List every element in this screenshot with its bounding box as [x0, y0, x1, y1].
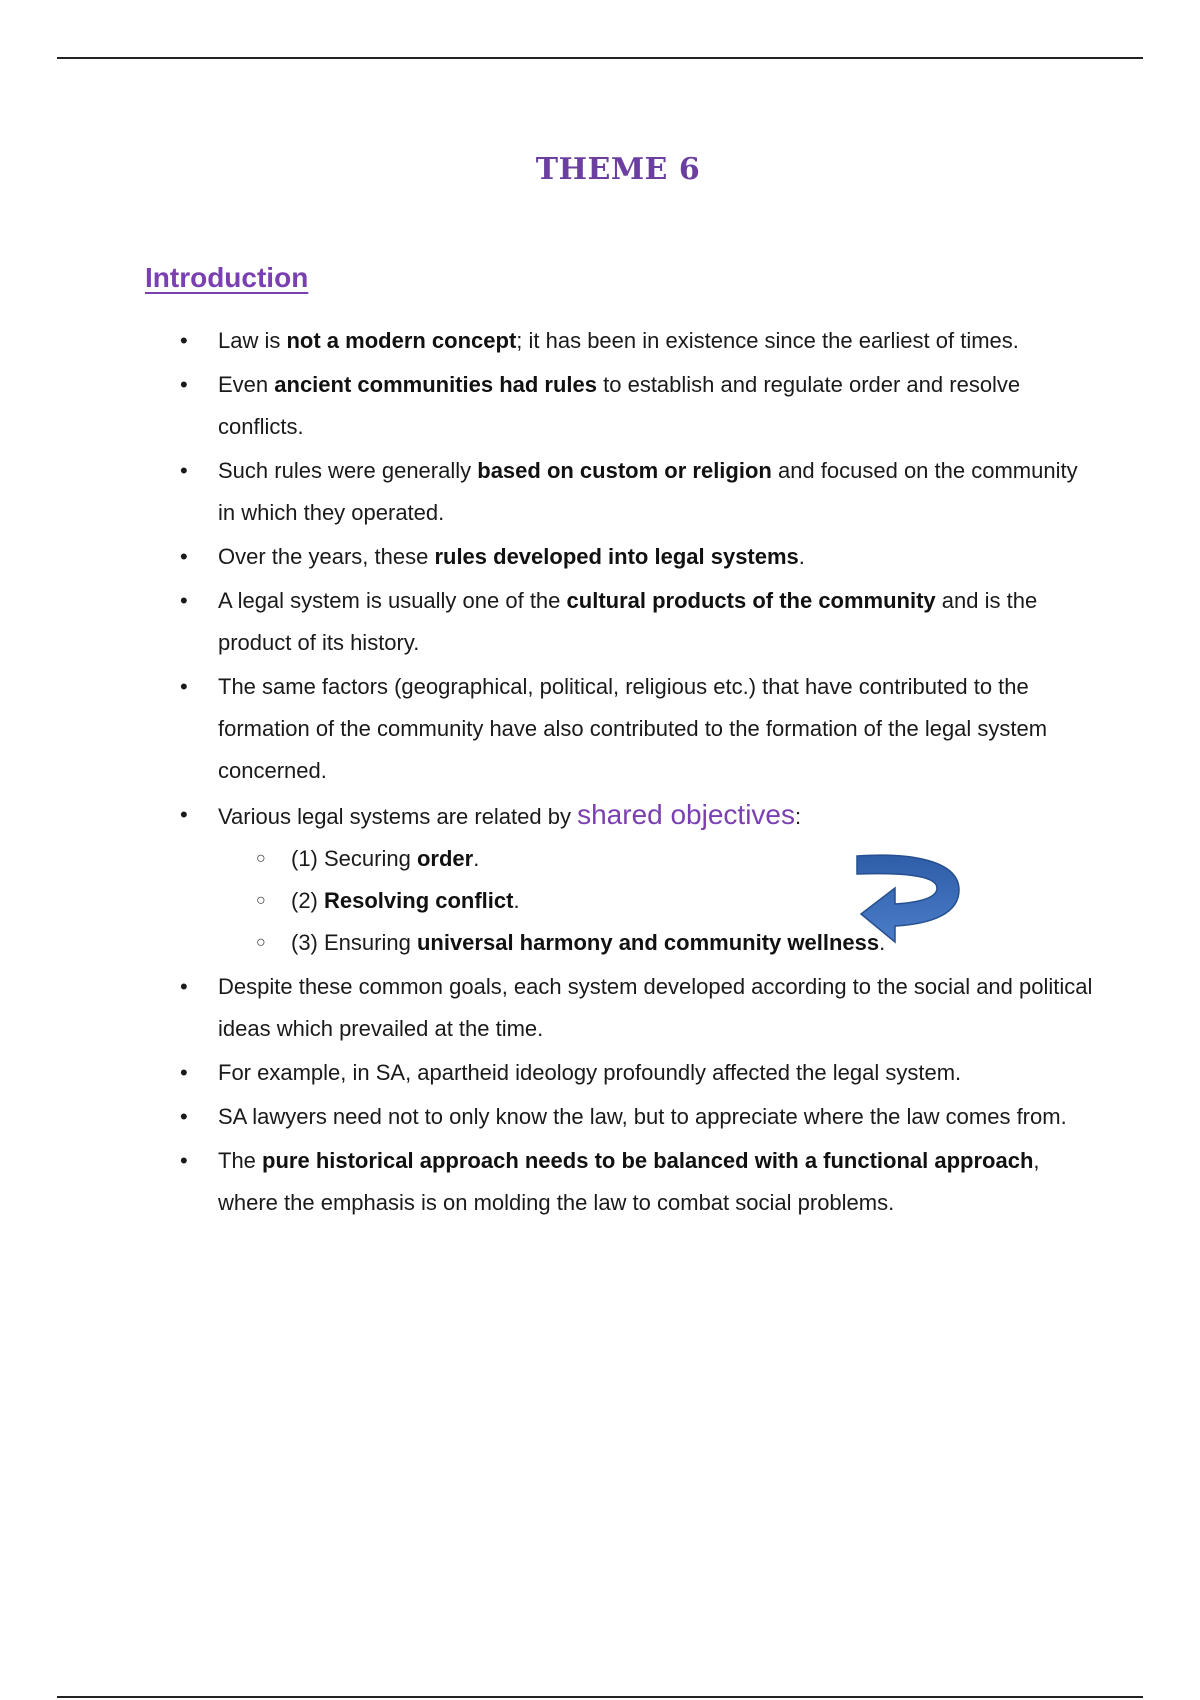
- bullet-list: [175, 320, 1095, 1224]
- list-item: • SA lawyers need not to only know the law, but to appreciate where the law comes from.: [175, 1096, 1095, 1138]
- list-item: • Law is not a modern concept; it has been in existence since the earliest of times.: [175, 320, 1095, 362]
- list-item: • The pure historical approach needs to be balanced with a functional approach, where the emphasis is on molding the law to combat social problems.: [175, 1140, 1095, 1224]
- section-heading: Introduction: [145, 262, 309, 293]
- sub-list-item: ○ (2) Resolving conflict.: [218, 880, 1095, 922]
- list-item: • A legal system is usually one of the cultural products of the community and is the product of its history.: [175, 580, 1095, 664]
- list-item: • The same factors (geographical, political, religious etc.) that have contributed to the formation of the community have also contributed to the formation of the legal system concerned.: [175, 666, 1095, 792]
- bottom-rule: [57, 1696, 1143, 1698]
- sub-list-item: ○ (1) Securing order.: [218, 838, 1095, 880]
- list-item: • Even ancient communities had rules to establish and regulate order and resolve conflicts.: [175, 364, 1095, 448]
- page-title: THEME 6: [535, 152, 701, 187]
- list-item: • For example, in SA, apartheid ideology profoundly affected the legal system.: [175, 1052, 1095, 1094]
- list-item: • Such rules were generally based on custom or religion and focused on the community in which they operated.: [175, 450, 1095, 534]
- sub-list-item: ○ (3) Ensuring universal harmony and community wellness.: [218, 922, 1095, 964]
- curved-arrow-icon: [855, 848, 965, 948]
- top-rule: [57, 57, 1143, 59]
- list-item-shared-objectives: • Various legal systems are related by shared objectives: ○ (1) Securing order. ○ (2) Resolving conflict. ○ (3) Ensuring universal harmony and community wellness.: [175, 794, 1095, 964]
- list-item: • Over the years, these rules developed into legal systems.: [175, 536, 1095, 578]
- shared-objectives-highlight: shared objectives: [577, 799, 795, 830]
- content: [175, 320, 1095, 1226]
- list-item: • Despite these common goals, each system developed according to the social and political ideas which prevailed at the time.: [175, 966, 1095, 1050]
